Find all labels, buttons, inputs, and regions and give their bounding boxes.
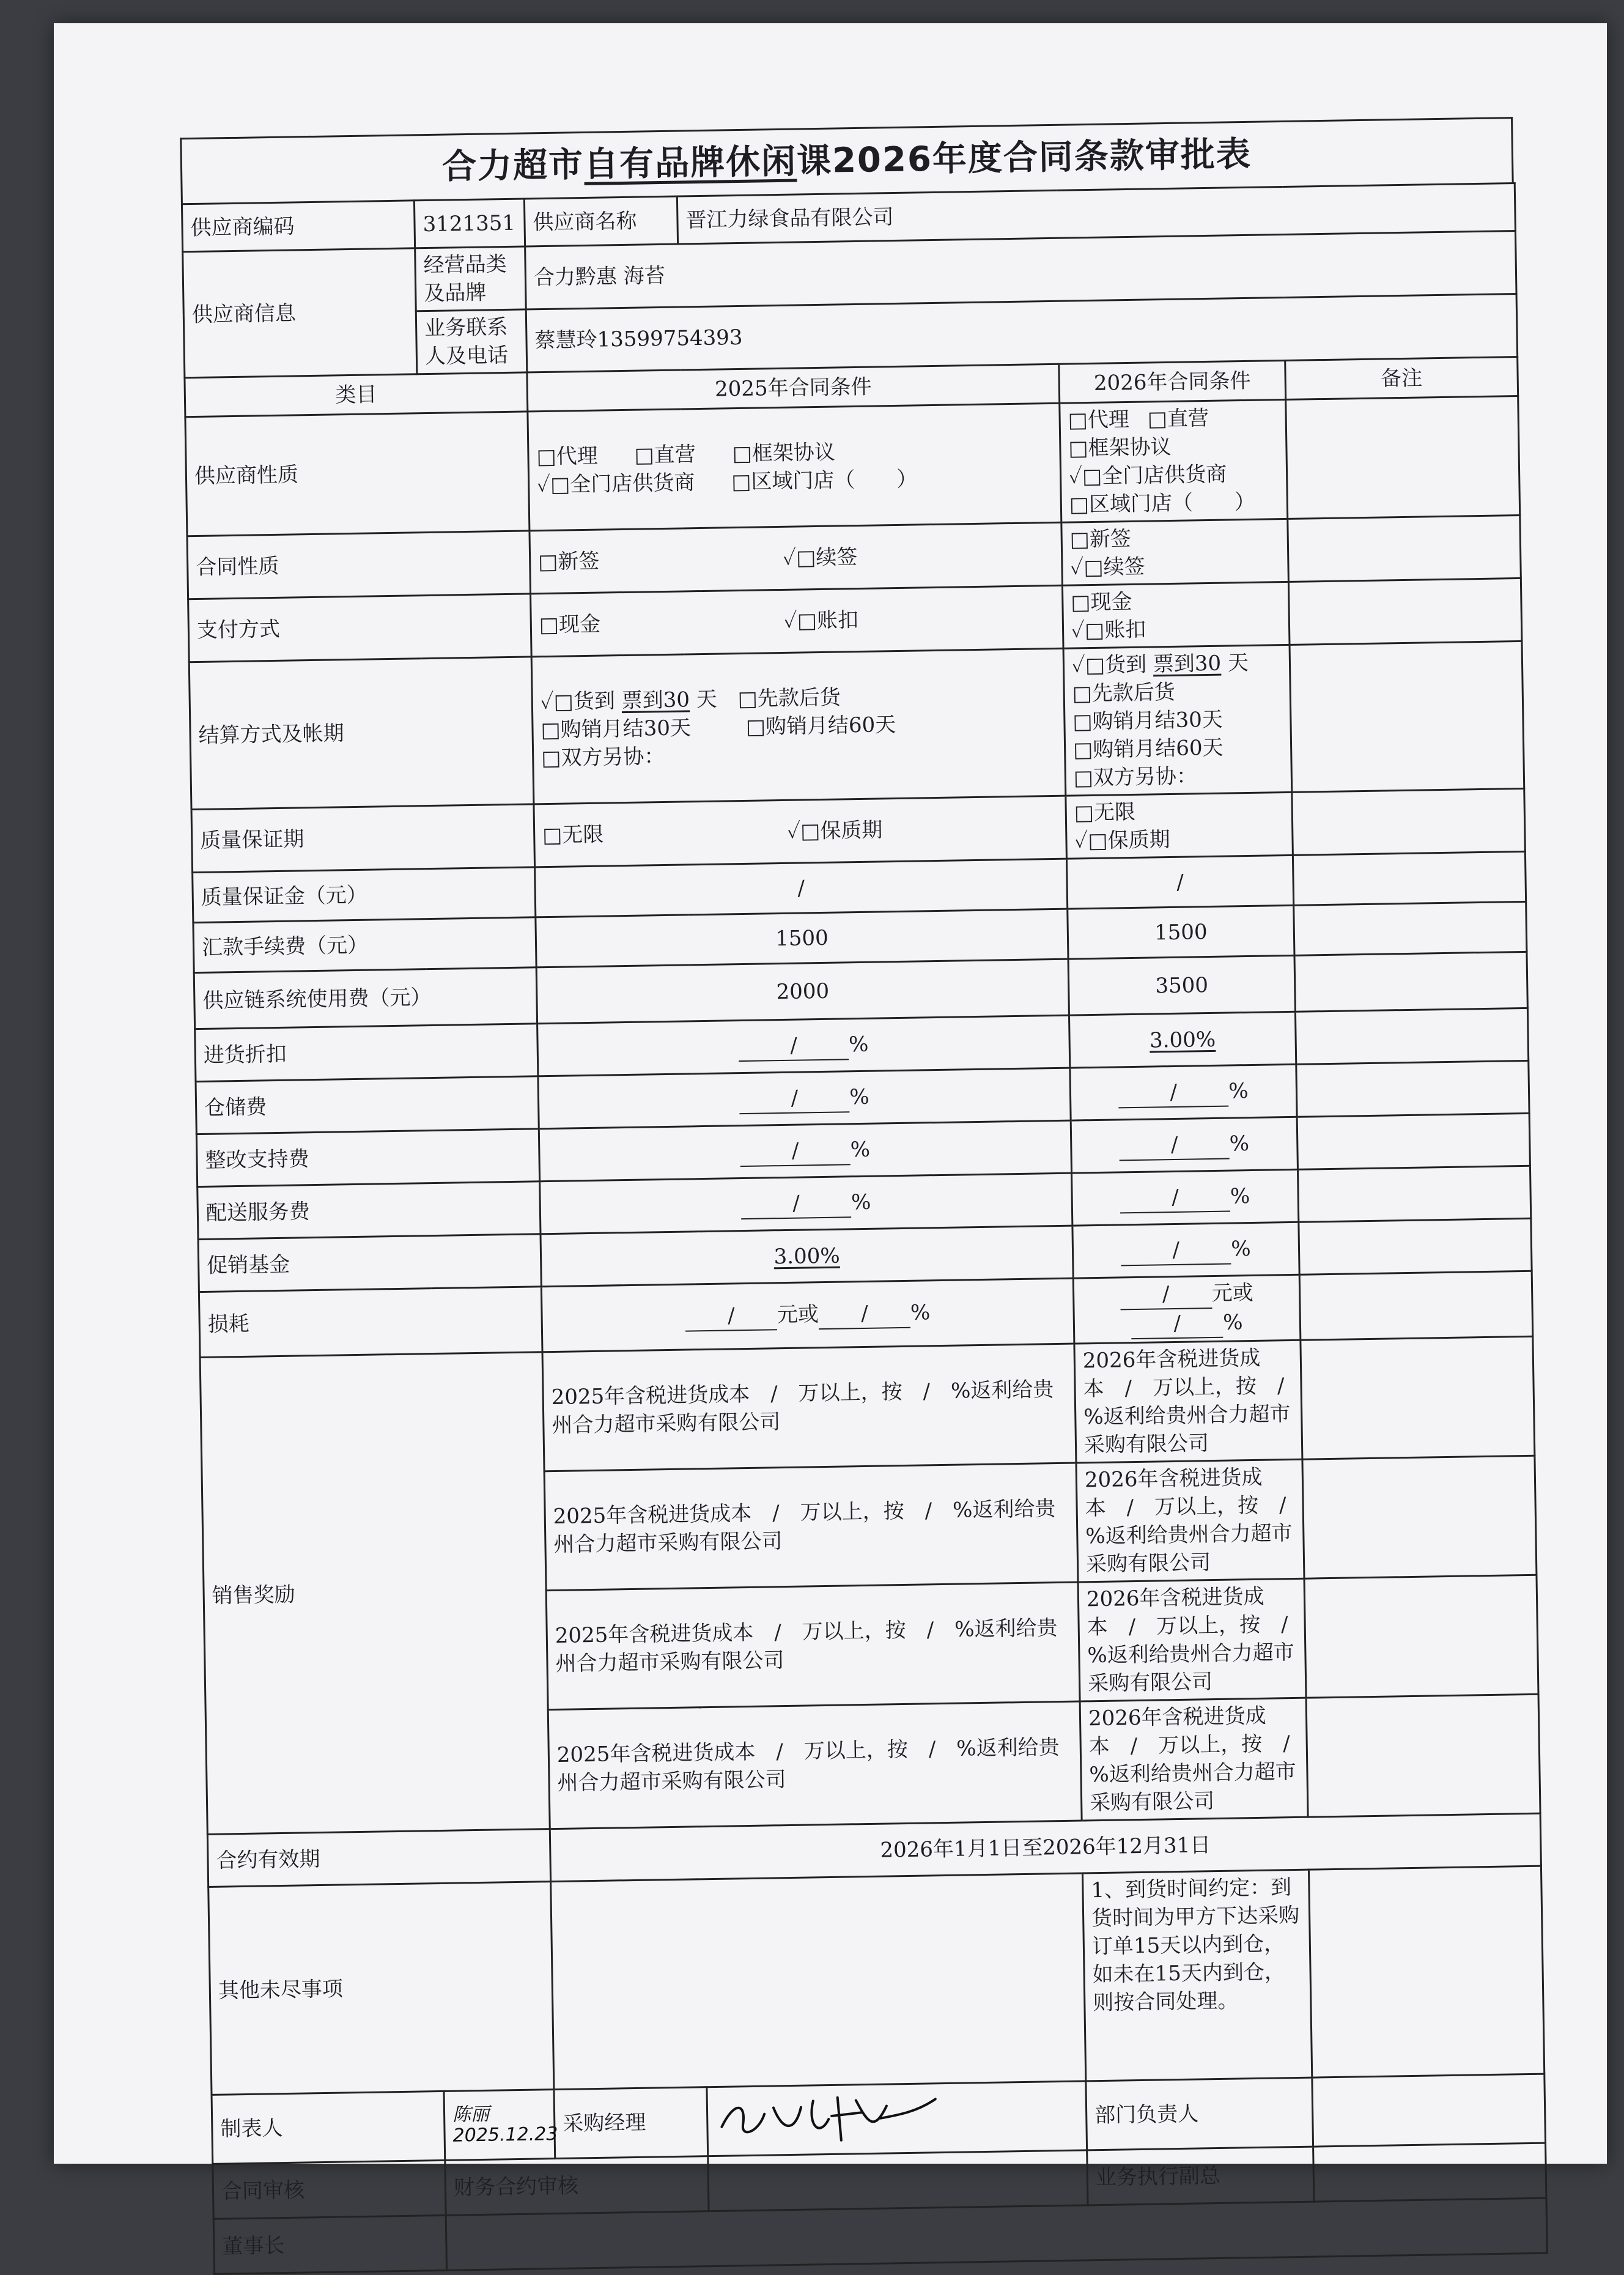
checkbox-monthly-30[interactable]: □购销月结30天	[1072, 707, 1224, 734]
percent-sign: %	[910, 1300, 931, 1325]
loss-or: 元或	[1211, 1280, 1253, 1306]
promo-label: 促销基金	[198, 1234, 541, 1292]
discount-2025	[537, 1015, 1070, 1076]
percent-sign: %	[1230, 1183, 1250, 1209]
contract-type-remark	[1288, 515, 1521, 582]
sales-reward-2025: 2025年含税进货成本 / 万以上，按 / %返利给贵州合力超市采购有限公司	[548, 1701, 1082, 1829]
sales-reward-row	[200, 1336, 1535, 1476]
settlement-remark	[1290, 641, 1524, 792]
delivery-2025-value: /	[741, 1188, 852, 1219]
nature-2026	[1060, 399, 1288, 522]
supplier-code-value: 3121351	[414, 199, 525, 248]
storage-remark	[1296, 1060, 1529, 1117]
checkbox-renew[interactable]: ✓□续签	[782, 544, 858, 571]
other-2026: 1、到货时间约定：到货时间为甲方下达采购订单15天以内到仓，如未在15天内到仓，则按合同处理。	[1083, 1870, 1312, 2081]
checkbox-agent[interactable]: □代理	[536, 443, 598, 470]
loss-amount: /	[1120, 1279, 1212, 1310]
other-2025	[551, 1873, 1086, 2090]
percent-sign: %	[848, 1032, 869, 1057]
promo-remark	[1299, 1218, 1532, 1274]
settlement-row	[189, 641, 1524, 809]
contract-table	[181, 182, 1548, 2275]
checkbox-monthly-30[interactable]: □购销月结30天	[541, 716, 692, 743]
checkbox-renew[interactable]: ✓□续签	[1070, 554, 1145, 580]
col-2025-header: 2025年合同条件	[527, 364, 1060, 412]
storage-label: 仓储费	[196, 1076, 539, 1134]
paper-sheet	[54, 23, 1607, 2259]
checkbox-unlimited[interactable]: □无限	[1074, 799, 1136, 826]
category-label: 经营品类及品牌	[415, 246, 526, 311]
storage-2025	[538, 1068, 1071, 1129]
checkbox-framework[interactable]: □框架协议	[732, 440, 836, 467]
title-suffix: 课2026年度合同条款审批表	[796, 134, 1252, 182]
percent-sign: %	[1229, 1131, 1250, 1156]
title-department: 自有品牌休闲	[583, 141, 797, 185]
supplier-name-label: 供应商名称	[524, 196, 677, 246]
delivery-label: 配送服务费	[197, 1182, 541, 1240]
validity-label: 合约有效期	[207, 1829, 550, 1887]
sales-reward-remark	[1302, 1456, 1537, 1578]
vice-signature	[1313, 2143, 1546, 2202]
nature-2025	[528, 403, 1061, 531]
system-fee-2026: 3500	[1068, 955, 1295, 1015]
checkbox-all-stores[interactable]: ✓□全门店供货商	[1068, 462, 1227, 489]
deposit-remark	[1293, 851, 1526, 905]
delivery-2025	[540, 1173, 1072, 1234]
promo-2025-value: 3.00%	[773, 1243, 840, 1269]
checkbox-shelf-life[interactable]: ✓□保质期	[1074, 827, 1170, 854]
maker-cell	[212, 2091, 445, 2164]
checkbox-direct[interactable]: □直营	[634, 442, 696, 468]
system-fee-2025: 2000	[536, 959, 1069, 1024]
percent-sign: %	[1222, 1310, 1243, 1335]
type-header: 类目	[185, 372, 528, 417]
quality-period-2025	[534, 796, 1067, 867]
checkbox-cash[interactable]: □现金	[539, 612, 601, 638]
sales-reward-2025: 2025年含税进货成本 / 万以上，按 / %返利给贵州合力超市采购有限公司	[546, 1582, 1080, 1710]
percent-sign: %	[1231, 1236, 1251, 1262]
percent-sign: %	[1228, 1078, 1249, 1104]
loss-label: 损耗	[199, 1287, 542, 1358]
checkbox-framework[interactable]: □框架协议	[1068, 434, 1172, 461]
contract-type-label: 合同性质	[187, 531, 531, 599]
sales-reward-2026: 2026年含税进货成本 / 万以上，按 / %返利给贵州合力超市采购有限公司	[1074, 1340, 1302, 1463]
title-company: 合力超市	[441, 144, 585, 187]
checkbox-deduct[interactable]: ✓□账扣	[1071, 617, 1146, 643]
sales-reward-remark	[1304, 1575, 1538, 1698]
supplier-name-value: 晋江力绿食品有限公司	[677, 183, 1515, 245]
storage-2026-value: /	[1118, 1077, 1229, 1108]
checkbox-new[interactable]: □新签	[537, 549, 600, 575]
handwritten-signature-icon	[715, 2087, 948, 2145]
contract-type-2026	[1061, 519, 1289, 585]
payment-label: 支付方式	[188, 594, 532, 662]
checkbox-shelf-life[interactable]: ✓□保质期	[787, 818, 883, 844]
checkbox-monthly-60[interactable]: □购销月结60天	[1072, 735, 1224, 763]
settlement-2025	[531, 648, 1066, 804]
quality-period-label: 质量保证期	[191, 804, 535, 873]
checkbox-monthly-60[interactable]: □购销月结60天	[745, 712, 896, 739]
loss-remark	[1299, 1271, 1533, 1340]
other-remark	[1308, 1866, 1544, 2077]
purchase-manager-label: 采购经理	[554, 2087, 708, 2159]
checkbox-other-agreement[interactable]: □双方另协：	[541, 744, 665, 771]
promo-2025	[541, 1226, 1073, 1287]
settlement-2026	[1063, 645, 1292, 796]
contact-label: 业务联系人及电话	[416, 309, 527, 374]
maker-label: 制表人	[220, 2116, 283, 2142]
sales-reward-remark	[1306, 1694, 1540, 1817]
purchase-manager-signature	[707, 2081, 1087, 2156]
checkbox-all-stores[interactable]: ✓□全门店供货商	[536, 470, 695, 498]
loss-percent: /	[1131, 1309, 1224, 1339]
delivery-2026-value: /	[1120, 1182, 1231, 1213]
payment-2025	[531, 585, 1064, 657]
discount-2026	[1069, 1012, 1296, 1068]
remit-fee-remark	[1294, 901, 1527, 955]
storage-2025-value: /	[739, 1083, 850, 1114]
delivery-remark	[1297, 1166, 1530, 1222]
settlement-label: 结算方式及帐期	[189, 657, 534, 810]
rectify-2026	[1071, 1117, 1297, 1173]
deposit-2026: /	[1066, 855, 1293, 909]
category-value: 合力黔惠 海苔	[525, 231, 1516, 309]
checkbox-other-agreement[interactable]: □双方另协：	[1073, 764, 1198, 791]
remit-fee-2025: 1500	[536, 909, 1068, 967]
days-unit: 天	[1227, 650, 1249, 676]
validity-value: 2026年1月1日至2026年12月31日	[550, 1813, 1541, 1881]
contract-review-label: 合同审核	[213, 2160, 446, 2219]
nature-remark	[1286, 396, 1520, 519]
checkbox-on-arrival[interactable]: ✓□货到	[540, 689, 616, 715]
promo-2026-value: /	[1121, 1235, 1231, 1266]
checkbox-cash[interactable]: □现金	[1071, 589, 1132, 615]
dept-head-label: 部门负责人	[1086, 2077, 1313, 2150]
loss-2025	[541, 1278, 1074, 1352]
quality-period-remark	[1292, 788, 1526, 855]
finance-review-signature	[708, 2150, 1088, 2211]
rectify-label: 整改支持费	[196, 1129, 539, 1187]
nature-label: 供应商性质	[185, 412, 530, 536]
loss-or: 元或	[777, 1302, 819, 1328]
other-label: 其他未尽事项	[209, 1882, 554, 2095]
percent-sign: %	[851, 1189, 871, 1215]
quality-period-2026	[1066, 792, 1293, 859]
rectify-2025-value: /	[740, 1136, 851, 1167]
checkbox-regional[interactable]: □区域门店（ ）	[1069, 489, 1256, 517]
rectify-2026-value: /	[1119, 1130, 1230, 1161]
discount-label: 进货折扣	[195, 1024, 538, 1082]
loss-amount: /	[685, 1301, 778, 1331]
delivery-2026	[1072, 1169, 1299, 1226]
sales-reward-2026: 2026年含税进货成本 / 万以上，按 / %返利给贵州合力超市采购有限公司	[1076, 1459, 1304, 1582]
checkbox-regional[interactable]: □区域门店（ ）	[731, 467, 918, 495]
approval-form	[180, 117, 1541, 2259]
remit-fee-label: 汇款手续费（元）	[193, 917, 536, 973]
checkbox-unlimited[interactable]: □无限	[542, 822, 604, 848]
checkbox-new[interactable]: □新签	[1069, 526, 1132, 552]
loss-2026	[1073, 1274, 1301, 1344]
sales-reward-2025: 2025年含税进货成本 / 万以上，按 / %返利给贵州合力超市采购有限公司	[542, 1344, 1076, 1471]
supplier-info-label: 供应商信息	[183, 248, 417, 378]
nature-row	[185, 396, 1520, 536]
payment-2026	[1062, 582, 1290, 648]
system-fee-remark	[1294, 952, 1527, 1012]
storage-2026	[1070, 1064, 1297, 1120]
chairman-label: 董事长	[213, 2215, 446, 2274]
checkbox-on-arrival[interactable]: ✓□货到	[1071, 652, 1147, 678]
system-fee-label: 供应链系统使用费（元）	[194, 967, 537, 1029]
checkbox-deduct[interactable]: ✓□账扣	[783, 607, 859, 634]
checkbox-prepay[interactable]: □先款后货	[737, 685, 841, 712]
percent-sign: %	[850, 1137, 871, 1162]
deposit-2025: /	[535, 859, 1068, 917]
sales-reward-label: 销售奖励	[200, 1352, 550, 1835]
sales-reward-2025: 2025年含税进货成本 / 万以上，按 / %返利给贵州合力超市采购有限公司	[544, 1463, 1078, 1591]
remark-header: 备注	[1285, 357, 1518, 399]
checkbox-agent[interactable]: □代理	[1068, 407, 1130, 433]
rectify-remark	[1297, 1113, 1530, 1169]
percent-sign: %	[849, 1084, 869, 1109]
discount-remark	[1295, 1008, 1528, 1064]
supplier-code-label: 供应商编码	[182, 201, 415, 252]
remit-fee-2026: 1500	[1068, 905, 1294, 959]
finance-review-label: 财务合约审核	[445, 2156, 709, 2216]
contract-type-2025	[530, 522, 1063, 594]
checkbox-prepay[interactable]: □先款后货	[1072, 679, 1176, 706]
loss-percent: /	[819, 1299, 911, 1330]
promo-2026	[1072, 1222, 1299, 1278]
invoice-days: 票到30	[1153, 651, 1222, 677]
days-unit: 天	[696, 687, 718, 712]
sales-reward-2026: 2026年含税进货成本 / 万以上，按 / %返利给贵州合力超市采购有限公司	[1078, 1578, 1306, 1701]
discount-2025-value: /	[739, 1030, 849, 1062]
dept-head-signature	[1312, 2074, 1546, 2147]
sales-reward-remark	[1301, 1336, 1535, 1459]
col-2026-header: 2026年合同条件	[1059, 360, 1286, 403]
discount-2026-value: 3.00%	[1149, 1027, 1216, 1053]
payment-remark	[1288, 578, 1522, 645]
invoice-days: 票到30	[621, 687, 690, 714]
sales-reward-2026: 2026年含税进货成本 / 万以上，按 / %返利给贵州合力超市采购有限公司	[1080, 1698, 1308, 1821]
checkbox-direct[interactable]: □直营	[1147, 405, 1209, 432]
vice-label: 业务执行副总	[1087, 2147, 1314, 2205]
other-row	[209, 1866, 1545, 2095]
deposit-label: 质量保证金（元）	[193, 867, 536, 923]
contact-value: 蔡慧玲13599754393	[526, 294, 1517, 372]
maker-signature: 陈丽 2025.12.23	[444, 2090, 555, 2161]
rectify-2025	[539, 1120, 1071, 1182]
